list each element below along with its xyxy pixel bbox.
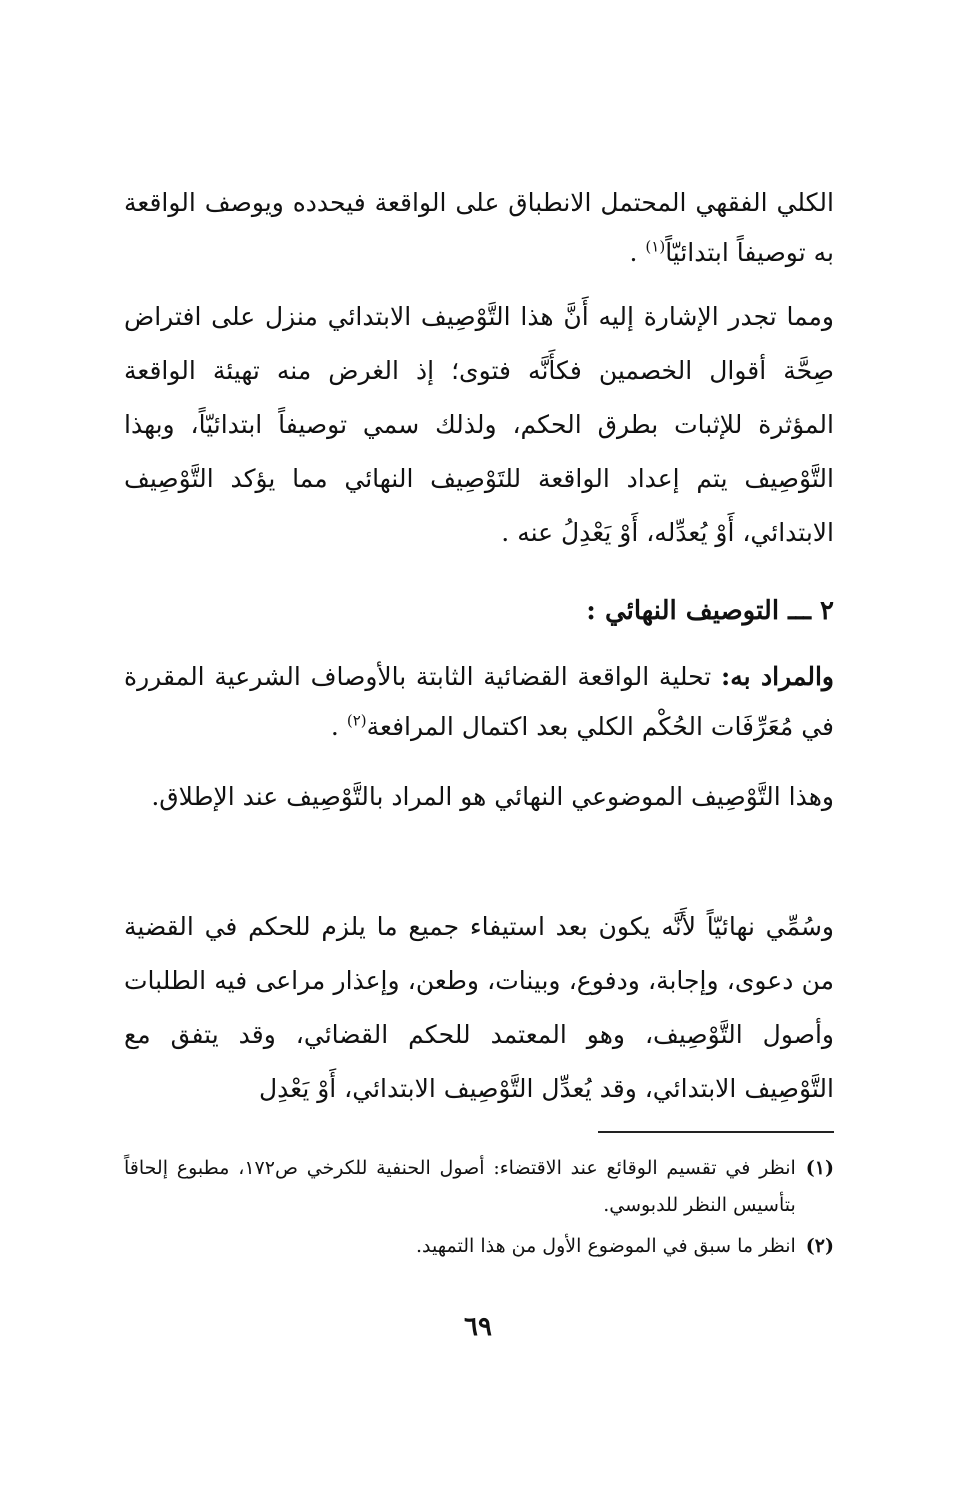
paragraph-3-text: تحلية الواقعة القضائية الثابتة بالأوصاف الشرعية المقررة في مُعَرِّفَات الحُكْم الكلي بعد اكتمال المرافعة <box>124 662 834 741</box>
paragraph-5: وسُمِّي نهائيّاً لأَنَّه يكون بعد استيفاء جميع ما يلزم للحكم في القضية من دعوى، وإجابة، ودفوع، وبينات، وطعن، وإعذار مراعى فيه الطلبات وأصول التَّوْصِيف، وهو المعتمد للحكم القضائي، وقد يتفق مع التَّوْصِيف الابتدائي، وقد يُعدِّل التَّوْصِيف الابتدائي، أَوْ يَعْدِل <box>124 912 834 1103</box>
page-number: ٦٩ <box>464 1312 492 1342</box>
paragraph-2: ومما تجدر الإشارة إليه أَنَّ هذا التَّوْصِيف الابتدائي منزل على افتراض صِحَّة أقوال الخصمين فكأَنَّه فتوى؛ إذ الغرض منه تهيئة الواقعة المؤثرة للإثبات بطرق الحكم، ولذلك سمي توصيفاً ابتدائيّاً، وبهذا التَّوْصِيف يتم إعداد الواقعة للتَوْصِيف النهائي مما يؤكد التَّوْصِيف الابتدائي، أَوْ يُعدِّله، أَوْ يَعْدِلُ عنه . <box>124 302 834 547</box>
paragraph-4: وهذا التَّوْصِيف الموضوعي النهائي هو المراد بالتَّوْصِيف عند الإطلاق. <box>151 782 834 811</box>
paragraph-3 <box>124 652 834 752</box>
footnotes-list <box>124 1150 834 1265</box>
footnote-ref-1: (١) <box>645 237 666 256</box>
footnote-2-number: (٢) <box>805 1235 834 1257</box>
footnote-1-text: انظر في تقسيم الوقائع عند الاقتضاء: أصول الحنفية للكرخي ص١٧٢، مطبوع إلحاقاً بتأسيس النظر للدبوسي. <box>124 1157 796 1216</box>
paragraph-3-lead: والمراد به: <box>720 662 834 691</box>
footnote-ref-2: (٢) <box>346 711 367 730</box>
paragraph-1-tail: . <box>629 238 646 267</box>
section-heading <box>124 586 834 636</box>
footnote-1-number: (١) <box>805 1157 834 1179</box>
section-heading-title: التوصيف النهائي : <box>586 596 780 626</box>
section-heading-number: ٢ ـــ <box>788 596 834 626</box>
footnote-2 <box>124 1228 834 1265</box>
footnote-separator <box>598 1131 834 1133</box>
paragraph-3-tail: . <box>330 712 347 741</box>
paragraph-1-text: الكلي الفقهي المحتمل الانطباق على الواقعة فيحدده ويوصف الواقعة به توصيفاً ابتدائيّاً <box>124 188 834 267</box>
paragraph-1 <box>124 178 834 278</box>
footnote-1 <box>124 1150 834 1224</box>
footnote-2-text: انظر ما سبق في الموضوع الأول من هذا التمهيد. <box>415 1235 796 1257</box>
